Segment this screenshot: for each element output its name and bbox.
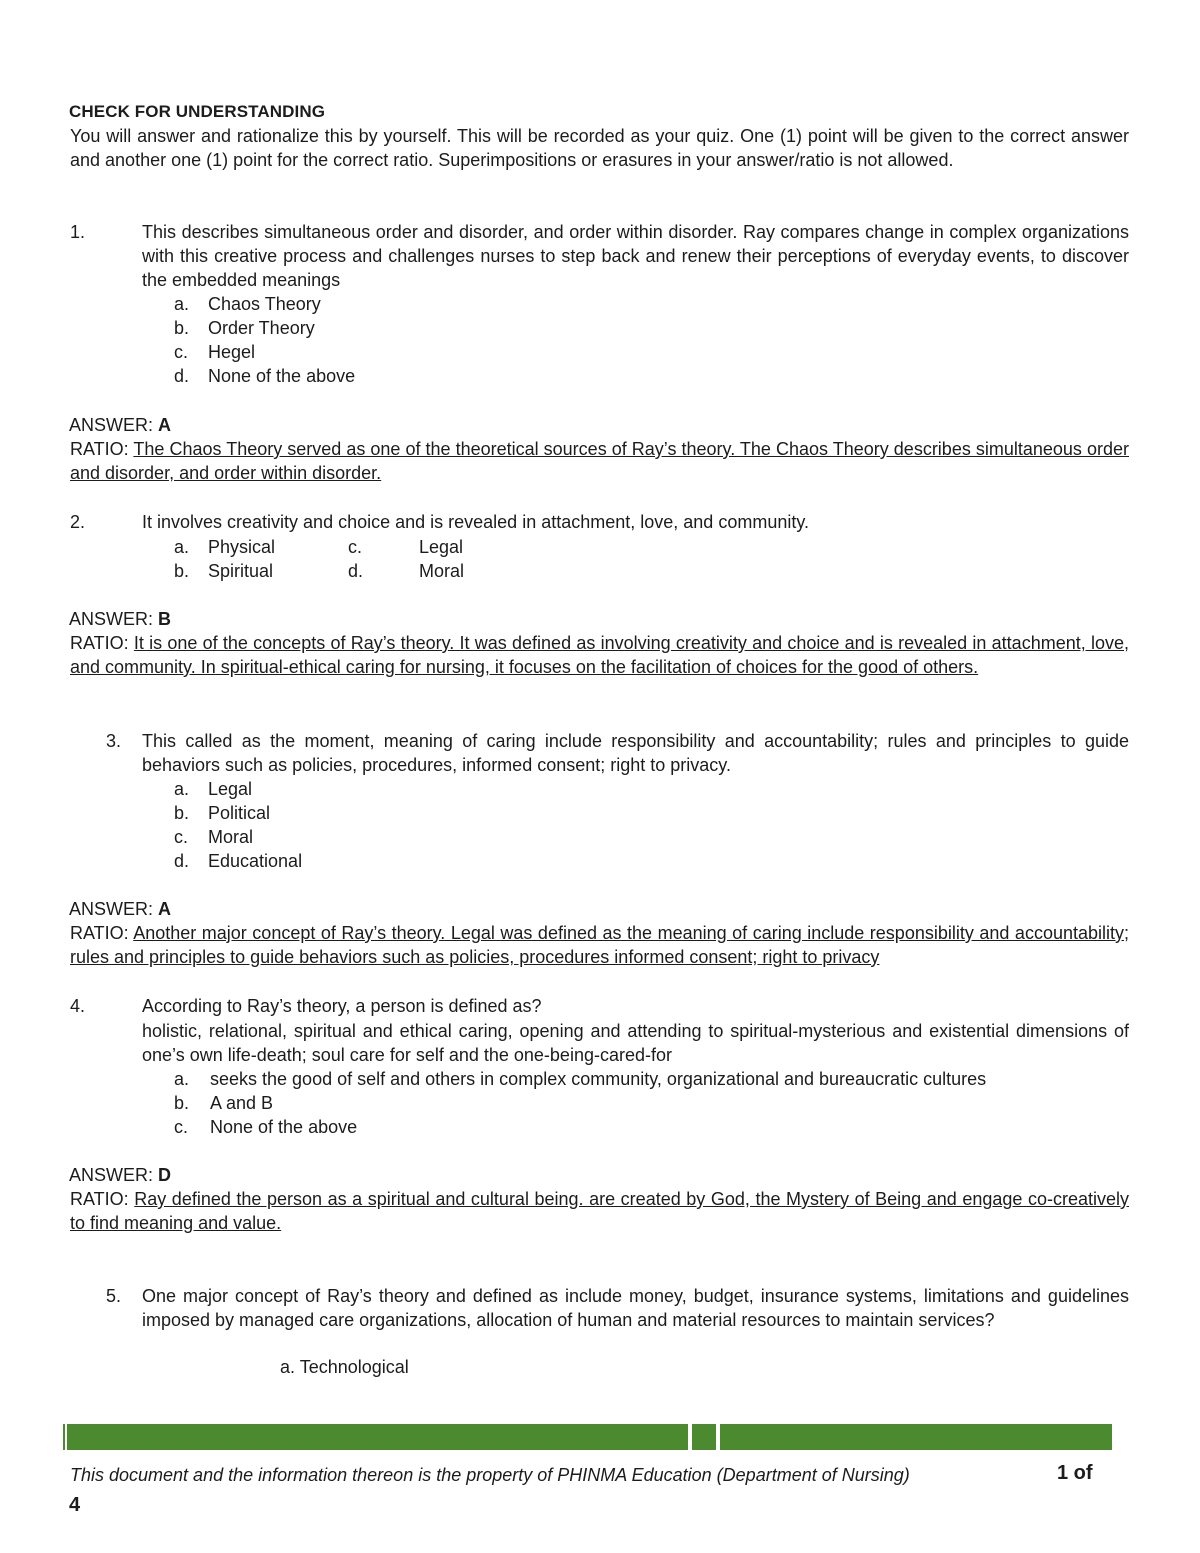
question-1-number: 1. bbox=[70, 222, 86, 242]
question-2-option-c: c. Legal bbox=[348, 537, 464, 557]
page-number: 1 of bbox=[1057, 1462, 1093, 1484]
question-2-option-a: a. Physical bbox=[174, 537, 276, 557]
question-1-answer: ANSWER: A bbox=[69, 415, 172, 435]
question-4-option-a: a. seeks the good of self and others in complex community, organizational and bureaucratic cultures bbox=[174, 1069, 987, 1089]
question-4-text: According to Ray’s theory, a person is defined as? bbox=[142, 996, 542, 1016]
question-1-text: This describes simultaneous order and disorder, and order within disorder. Ray compares change in complex organizations with this creative process and challenges nurses to step back and renew their perceptions of everyday events, to discover the embedded meanings bbox=[142, 222, 1129, 290]
question-2-number: 2. bbox=[70, 512, 86, 532]
footer-bar-segment-2 bbox=[692, 1424, 716, 1450]
question-3-option-c: c. Moral bbox=[174, 827, 254, 847]
footer-bar-segment-1 bbox=[67, 1424, 688, 1450]
question-1-option-b: b. Order Theory bbox=[174, 318, 315, 338]
question-4-ratio: RATIO: Ray defined the person as a spiritual and cultural being. are created by God, the Mystery of Being and engage co-creatively to find meaning and value. bbox=[70, 1189, 1130, 1233]
question-4-option-b: b. A and B bbox=[174, 1093, 274, 1113]
question-5-option-a: a. Technological bbox=[280, 1357, 409, 1377]
question-1-option-d: d. None of the above bbox=[174, 366, 356, 386]
question-3-option-d: d. Educational bbox=[174, 851, 303, 871]
question-3-ratio: RATIO: Another major concept of Ray’s theory. Legal was defined as the meaning of caring include responsibility and accountability; rules and principles to guide behaviors such as policies, procedures informed consent; right to privacy bbox=[70, 923, 1129, 967]
question-1-option-a: a. Chaos Theory bbox=[174, 294, 321, 314]
question-4-subtext: holistic, relational, spiritual and ethical caring, opening and attending to spiritual-mysterious and existential dimensions of one’s own life-death; soul care for self and the one-being-cared-for bbox=[142, 1021, 1129, 1065]
footer-property-notice: This document and the information thereon is the property of PHINMA Education (Department of Nursing) bbox=[70, 1465, 910, 1485]
question-3-option-a: a. Legal bbox=[174, 779, 253, 799]
question-4-option-c: c. None of the above bbox=[174, 1117, 358, 1137]
question-3-number: 3. bbox=[106, 731, 122, 751]
instructions-paragraph: You will answer and rationalize this by yourself. This will be recorded as your quiz. One (1) point will be given to the correct answer and another one (1) point for the correct ratio. Superimpositions or erasures in your answer/ratio is not allowed. bbox=[70, 126, 1129, 170]
question-5-number: 5. bbox=[106, 1286, 122, 1306]
question-3-option-b: b. Political bbox=[174, 803, 271, 823]
question-3-answer: ANSWER: A bbox=[69, 899, 172, 919]
question-4-number: 4. bbox=[70, 996, 86, 1016]
question-2-option-b: b. Spiritual bbox=[174, 561, 274, 581]
question-5-text: One major concept of Ray’s theory and defined as include money, budget, insurance systems, limitations and guidelines imposed by managed care organizations, allocation of human and material resources to maintain services? bbox=[142, 1286, 1129, 1330]
question-2-ratio: RATIO: It is one of the concepts of Ray’s theory. It was defined as involving creativity and choice and is revealed in attachment, love, and community. In spiritual-ethical caring for nursing, it focuses on the facilitation of choices for the good of others. bbox=[70, 633, 1129, 677]
footer-bar-segment-3 bbox=[720, 1424, 1112, 1450]
question-2-text: It involves creativity and choice and is revealed in attachment, love, and community. bbox=[142, 512, 810, 532]
question-4-answer: ANSWER: D bbox=[69, 1165, 172, 1185]
question-1-ratio: RATIO: The Chaos Theory served as one of the theoretical sources of Ray’s theory. The Chaos Theory describes simultaneous order and disorder, and order within disorder. bbox=[70, 439, 1129, 483]
question-1-option-c: c. Hegel bbox=[174, 342, 256, 362]
section-heading: CHECK FOR UNDERSTANDING bbox=[69, 102, 326, 121]
question-2-option-d: d. Moral bbox=[348, 561, 465, 581]
footer-bar-tick-left bbox=[63, 1424, 65, 1450]
question-2-answer: ANSWER: B bbox=[69, 609, 172, 629]
page-number-total: 4 bbox=[69, 1494, 81, 1516]
question-3-text: This called as the moment, meaning of caring include responsibility and accountability; rules and principles to guide behaviors such as policies, procedures, informed consent; right to privacy. bbox=[142, 731, 1129, 775]
